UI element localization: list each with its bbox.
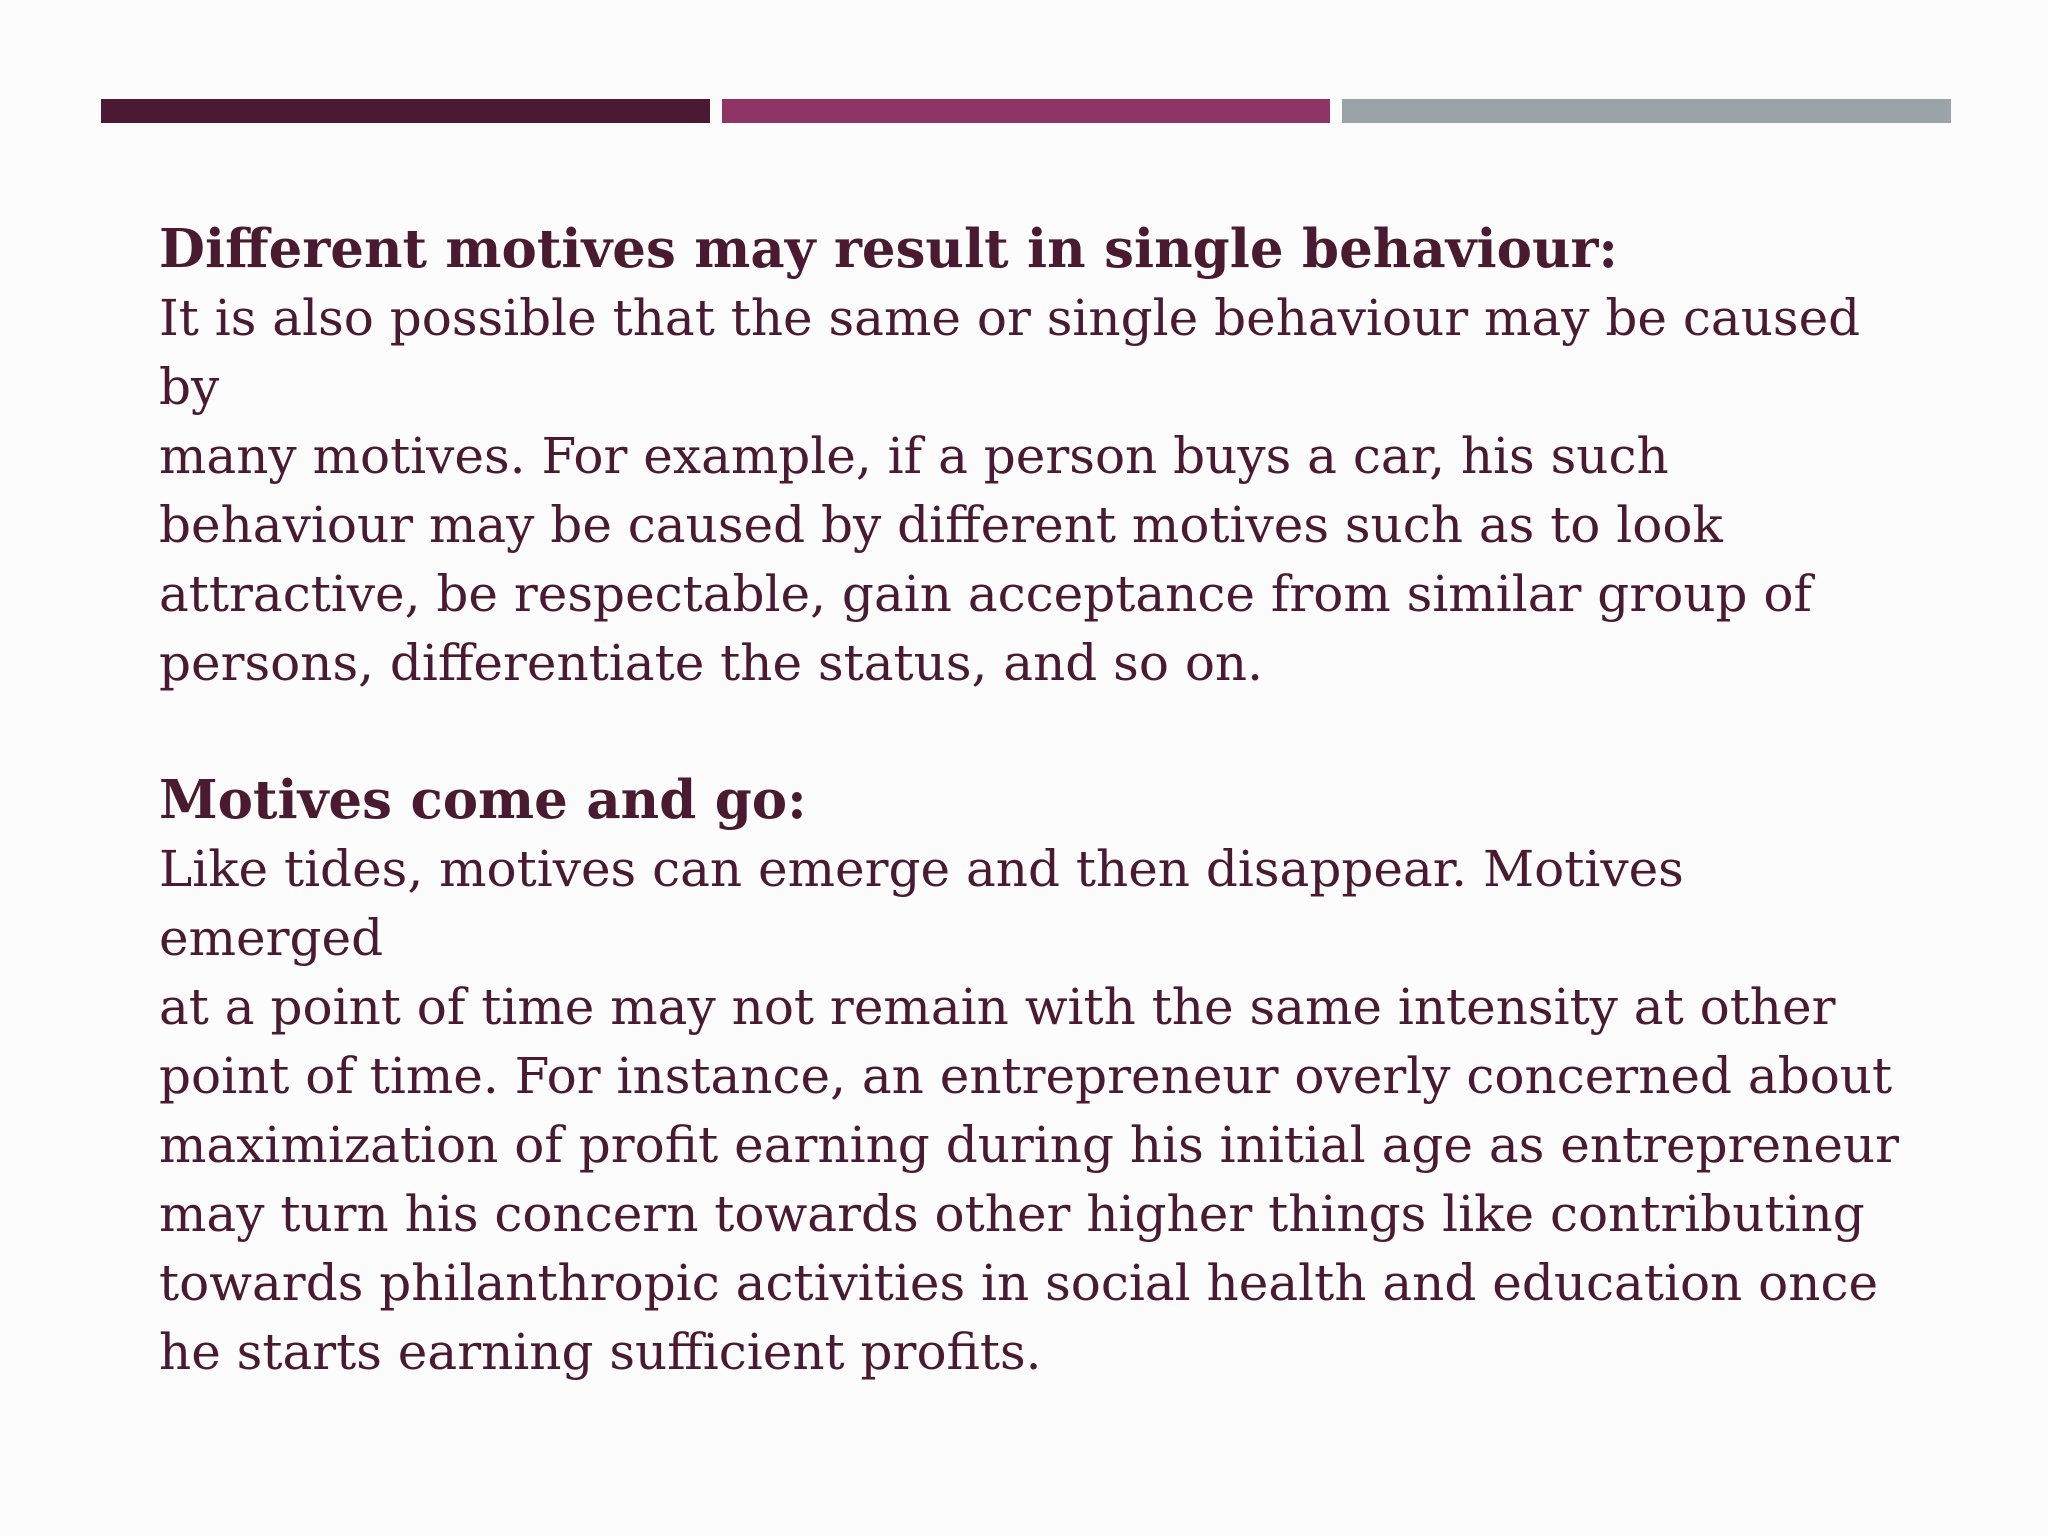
paragraph-line: point of time. For instance, an entrepreneur overly concerned about bbox=[159, 1047, 1893, 1105]
paragraph-line: may turn his concern towards other higher things like contributing bbox=[159, 1185, 1865, 1243]
slide-body bbox=[159, 215, 1919, 1387]
bar-segment-magenta bbox=[722, 99, 1331, 123]
paragraph-line: he starts earning sufficient profits. bbox=[159, 1323, 1042, 1381]
paragraph-line: attractive, be respectable, gain acceptance from similar group of bbox=[159, 565, 1813, 623]
paragraph-line: persons, differentiate the status, and so on. bbox=[159, 634, 1264, 692]
section-heading: Different motives may result in single behaviour: bbox=[159, 218, 1618, 280]
paragraph-line: at a point of time may not remain with the same intensity at other bbox=[159, 978, 1836, 1036]
section-heading: Motives come and go: bbox=[159, 769, 807, 831]
paragraph-line: Like tides, motives can emerge and then disappear. Motives emerged bbox=[159, 840, 1684, 967]
bar-segment-gray bbox=[1342, 99, 1951, 123]
section-spacer bbox=[159, 698, 1919, 766]
section-different-motives bbox=[159, 215, 1919, 698]
paragraph-line: maximization of profit earning during his initial age as entrepreneur bbox=[159, 1116, 1900, 1174]
bar-segment-dark-plum bbox=[101, 99, 710, 123]
header-color-bar bbox=[101, 99, 1951, 123]
section-paragraph bbox=[159, 835, 1919, 1387]
paragraph-line: It is also possible that the same or single behaviour may be caused by bbox=[159, 289, 1861, 416]
section-motives-come-and-go bbox=[159, 766, 1919, 1387]
section-paragraph bbox=[159, 284, 1919, 698]
paragraph-line: many motives. For example, if a person buys a car, his such bbox=[159, 427, 1669, 485]
paragraph-line: towards philanthropic activities in social health and education once bbox=[159, 1254, 1879, 1312]
paragraph-line: behaviour may be caused by different motives such as to look bbox=[159, 496, 1723, 554]
